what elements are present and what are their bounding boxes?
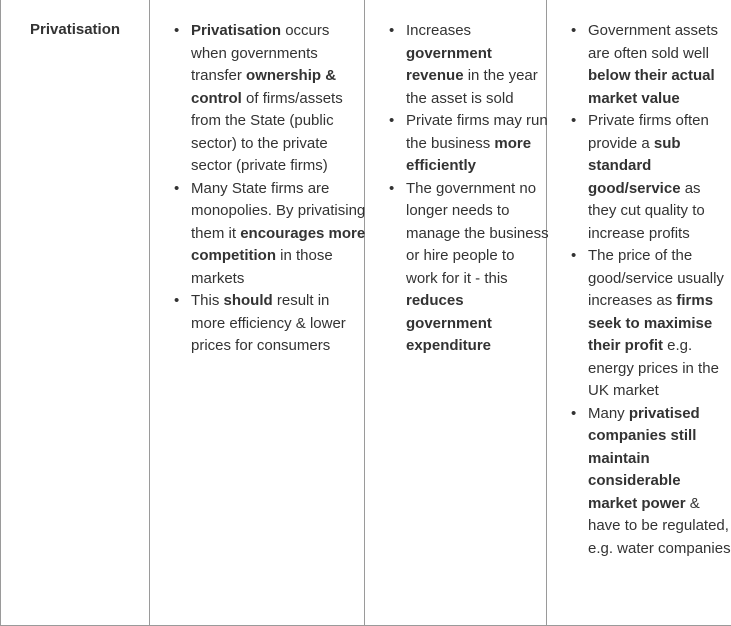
advantages-cell [365,0,547,626]
body-text: in those markets [191,247,333,287]
body-text: Many [588,404,629,422]
body-text: occurs when governments transfer [191,22,330,84]
definition-list [150,0,366,358]
term-cell [1,0,150,626]
emphasis-text: below their actual market value [588,67,715,107]
bullet-icon: • [571,404,577,422]
list-item [174,178,366,291]
body-text: The government no longer needs to manage the business or hire people to work for it - this [406,179,549,287]
term-label: Privatisation [30,21,121,38]
list-item [389,20,549,110]
bullet-icon: • [571,112,577,129]
body-text: Increases [406,22,472,39]
advantages-list [365,0,549,358]
bullet-icon: • [389,22,395,39]
list-item [389,110,549,178]
bullet-icon: • [389,112,395,129]
emphasis-text: more efficiently [406,134,532,174]
bullet-icon: • [571,247,577,264]
body-text: e.g. energy prices in the UK market [588,337,719,399]
disadvantages-list [547,0,731,560]
emphasis-text: Privatisation [191,22,282,39]
emphasis-text: government revenue [406,44,492,84]
emphasis-text: encourages more competition [191,224,366,264]
list-item [571,110,731,245]
bullet-icon: • [174,179,180,197]
emphasis-text: should [223,292,273,309]
bullet-icon: • [571,22,577,39]
list-item [571,20,731,110]
bullet-icon: • [174,22,180,39]
table-row [1,0,731,626]
body-text: Private firms may run the business [406,112,548,152]
body-text: of firms/assets from the State (public sector) to the private sector (private firms) [191,89,343,174]
disadvantages-cell [547,0,731,626]
bullet-icon: • [389,179,395,197]
list-item [389,178,549,358]
emphasis-text: sub standard good/service [588,134,681,197]
bullet-icon: • [174,292,180,309]
body-text: This [191,292,224,309]
body-text: The price of the good/service usually increases as [588,247,724,309]
body-text: as they cut quality to increase profits [588,179,705,242]
emphasis-text: ownership & control [191,67,337,107]
body-text: Government assets are often sold well [588,22,719,62]
body-text: in the year the asset is sold [406,67,538,107]
list-item [571,403,731,561]
body-text: & have to be regulated, e.g. water companies [588,494,731,557]
emphasis-text: reduces government expenditure [406,292,492,354]
body-text: Many State firms are monopolies. By privatising them it [191,179,366,242]
emphasis-text: privatised companies still maintain considerable market power [588,404,700,512]
list-item [174,290,366,358]
body-text: result in more efficiency & lower prices for consumers [191,292,346,354]
emphasis-text: firms seek to maximise their profit [588,292,714,354]
list-item [174,20,366,178]
list-item [571,245,731,403]
body-text: Private firms often provide a [588,112,709,152]
definition-cell [150,0,365,626]
